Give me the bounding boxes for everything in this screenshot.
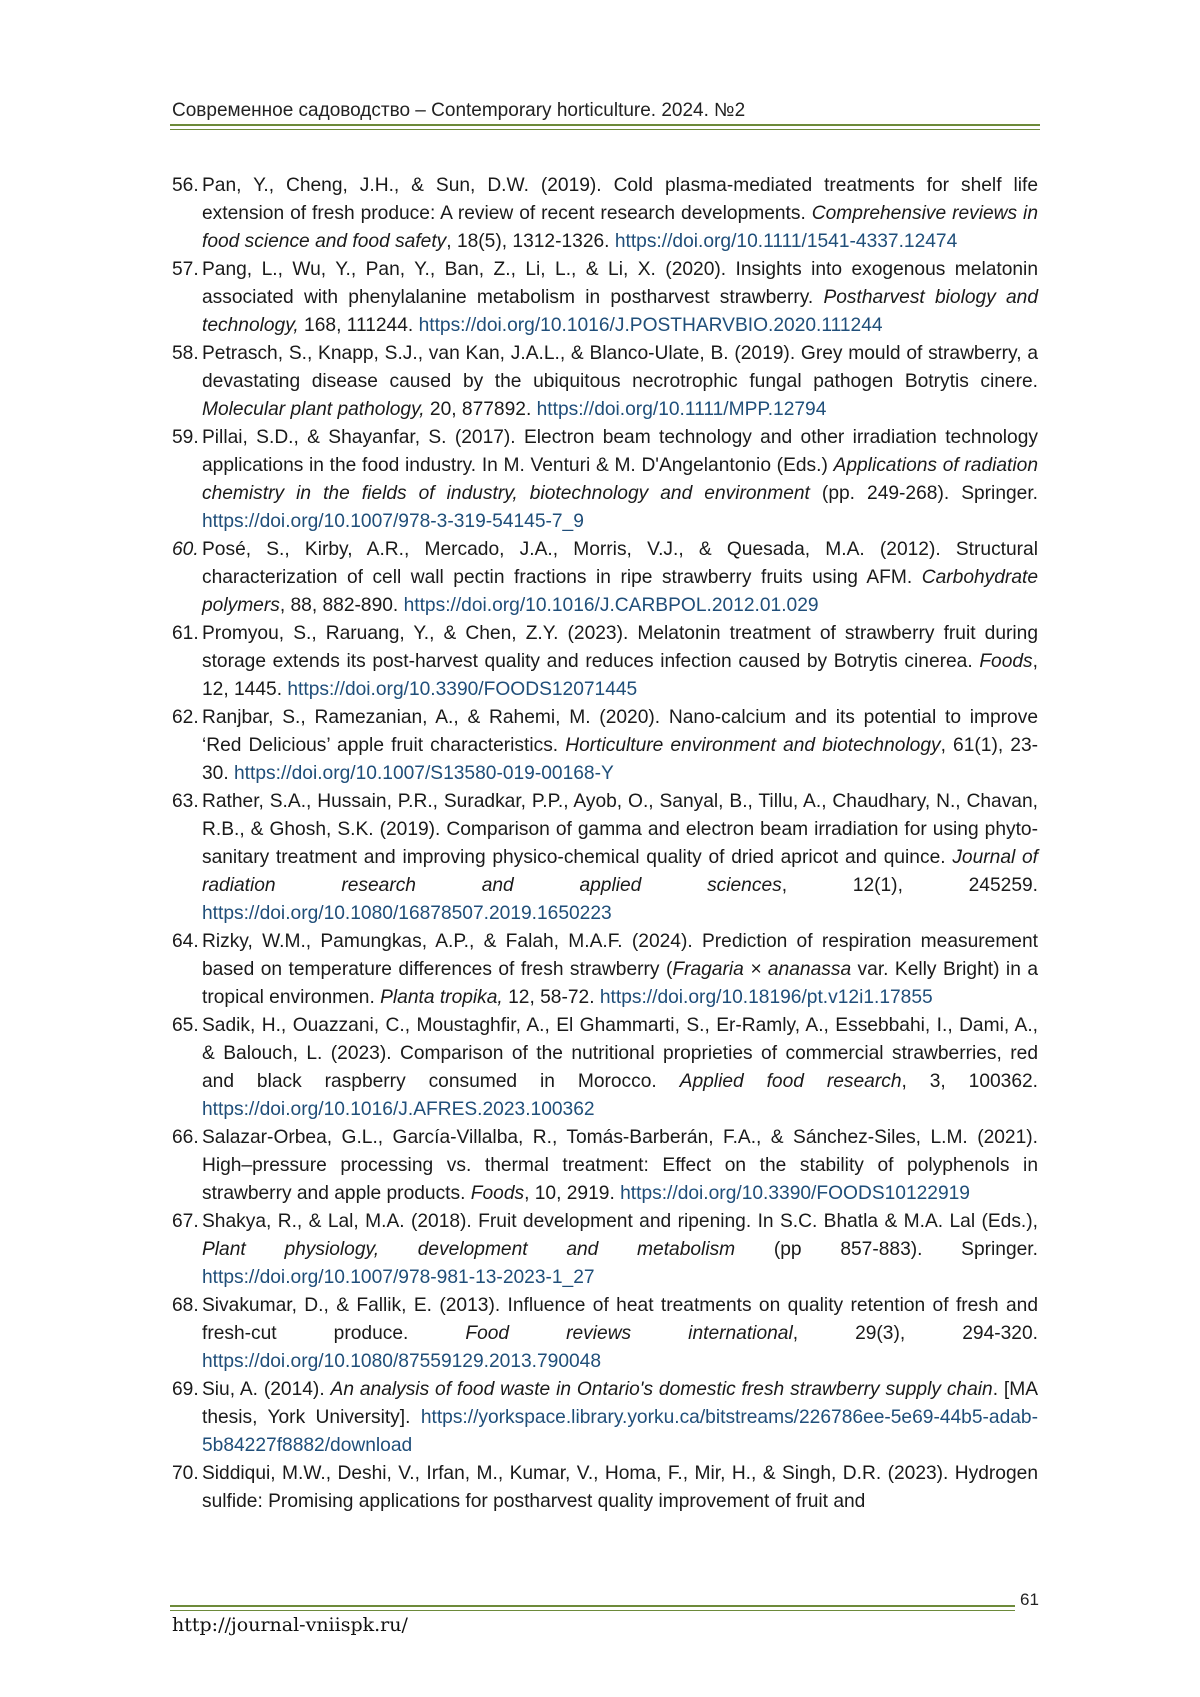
reference-journal: Foods [979, 651, 1033, 672]
reference-journal: An analysis of food waste in Ontario's domestic fresh strawberry supply chain [330, 1379, 993, 1400]
reference-text: Sadik, H., Ouazzani, C., Moustaghfir, A., El Ghammarti, S., Er-Ramly, A., Essebbahi, I., Dami, A., & Balouch, L. (2023). Comparison of the nutritional proprieties of commercial strawberries, red and black raspberry consumed in Morocco. [202, 1015, 1038, 1092]
reference-number: 62. [172, 707, 199, 728]
reference-item [172, 1208, 1038, 1292]
reference-number: 66. [172, 1127, 199, 1148]
reference-item [172, 620, 1038, 704]
reference-text: , 3, 100362. [901, 1071, 1039, 1092]
reference-number: 64. [172, 931, 199, 952]
reference-doi-link[interactable]: https://doi.org/10.1016/J.AFRES.2023.100362 [202, 1099, 595, 1120]
reference-text: Salazar-Orbea, G.L., García-Villalba, R., Tomás-Barberán, F.A., & Sánchez-Siles, L.M. (2021). High–pressure processing vs. thermal treatment: Effect on the stability of polyphenols in strawberry and apple products. [202, 1127, 1038, 1204]
reference-item [172, 1292, 1038, 1376]
reference-doi-link[interactable]: https://doi.org/10.3390/FOODS12071445 [287, 679, 638, 700]
footer-divider [170, 1605, 1015, 1611]
reference-text: 20, 877892. [424, 399, 537, 420]
reference-text: , 61(1), 23-30. [202, 735, 1038, 784]
reference-journal: Foods [470, 1183, 525, 1204]
reference-journal: Comprehensive reviews in food science and food safety [202, 203, 1038, 252]
reference-item [172, 1460, 1038, 1516]
reference-text: , 88, 882-890. [279, 595, 404, 616]
reference-text: Ranjbar, S., Ramezanian, A., & Rahemi, M. (2020). Nano-calcium and its potential to improve ‘Red Delicious’ apple fruit characteristics. [202, 707, 1038, 756]
reference-journal: Plant physiology, development and metabolism [202, 1239, 736, 1260]
reference-text: 12, 58-72. [502, 987, 600, 1008]
reference-item [172, 172, 1038, 256]
reference-text: Rather, S.A., Hussain, P.R., Suradkar, P.P., Ayob, O., Sanyal, B., Tillu, A., Chaudhary, N., Chavan, R.B., & Ghosh, S.K. (2019). Comparison of gamma and electron beam irradiation for using phyto-sanitary treatment and improving physico-chemical quality of dried apricot and quince. [202, 791, 1038, 868]
reference-text: Shakya, R., & Lal, M.A. (2018). Fruit development and ripening. In S.C. Bhatla & M.A. Lal (Eds.), [202, 1211, 1038, 1232]
reference-text: Posé, S., Kirby, A.R., Mercado, J.A., Morris, V.J., & Quesada, M.A. (2012). Structural characterization of cell wall pectin fractions in ripe strawberry fruits using AFM. [202, 539, 1038, 588]
reference-number: 68. [172, 1295, 199, 1316]
reference-text: Petrasch, S., Knapp, S.J., van Kan, J.A.L., & Blanco-Ulate, B. (2019). Grey mould of strawberry, a devastating disease caused by the ubiquitous necrotrophic fungal pathogen Botrytis cinere. [202, 343, 1038, 392]
reference-text: , 12, 1445. [202, 651, 1038, 700]
reference-journal: Molecular plant pathology, [202, 399, 425, 420]
reference-doi-link[interactable]: https://doi.org/10.1007/978-981-13-2023-1_27 [202, 1267, 595, 1288]
reference-text: , 10, 2919. [524, 1183, 621, 1204]
reference-item [172, 704, 1038, 788]
reference-item [172, 424, 1038, 536]
reference-journal: Journal of radiation research and applied sciences [202, 847, 1038, 896]
reference-number: 67. [172, 1211, 199, 1232]
reference-item [172, 256, 1038, 340]
reference-number: 70. [172, 1463, 199, 1484]
journal-header-title: Современное садоводство – Contemporary horticulture. 2024. №2 [172, 100, 746, 121]
reference-number: 69. [172, 1379, 199, 1400]
reference-journal: Fragaria × ananassa [672, 959, 852, 980]
reference-text: Pan, Y., Cheng, J.H., & Sun, D.W. (2019). Cold plasma-mediated treatments for shelf life extension of fresh produce: A review of recent research developments. [202, 175, 1038, 224]
reference-text: , 18(5), 1312-1326. [446, 231, 615, 252]
reference-doi-link[interactable]: https://doi.org/10.1016/J.CARBPOL.2012.01.029 [403, 595, 819, 616]
reference-text: Promyou, S., Raruang, Y., & Chen, Z.Y. (2023). Melatonin treatment of strawberry fruit during storage extends its post-harvest quality and reduces infection caused by Botrytis cinerea. [202, 623, 1038, 672]
reference-doi-link[interactable]: https://doi.org/10.3390/FOODS10122919 [620, 1183, 970, 1204]
reference-journal: Food reviews international [465, 1323, 793, 1344]
reference-text: Siddiqui, M.W., Deshi, V., Irfan, M., Kumar, V., Homa, F., Mir, H., & Singh, D.R. (2023). Hydrogen sulfide: Promising applications for postharvest quality improvement of fruit and [202, 1463, 1038, 1512]
reference-text: (pp. 249-268). Springer. [809, 483, 1038, 504]
reference-doi-link[interactable]: https://doi.org/10.1016/J.POSTHARVBIO.2020.111244 [418, 315, 883, 336]
reference-doi-link[interactable]: https://doi.org/10.1007/S13580-019-00168-Y [234, 763, 614, 784]
reference-number: 61. [172, 623, 199, 644]
reference-item [172, 788, 1038, 928]
reference-number: 57. [172, 259, 199, 280]
reference-number: 60. [172, 539, 199, 560]
reference-journal: Carbohydrate polymers [202, 567, 1038, 616]
reference-number: 63. [172, 791, 199, 812]
reference-text: 168, 111244. [298, 315, 419, 336]
reference-journal: Horticulture environment and biotechnology [565, 735, 941, 756]
reference-item [172, 1124, 1038, 1208]
reference-text: (pp 857-883). Springer. [735, 1239, 1038, 1260]
reference-journal: Applied food research [679, 1071, 902, 1092]
reference-text: , 12(1), 245259. [781, 875, 1038, 896]
reference-number: 65. [172, 1015, 199, 1036]
reference-doi-link[interactable]: https://yorkspace.library.yorku.ca/bitstreams/226786ee-5e69-44b5-adab-5b84227f8882/download [202, 1407, 1038, 1456]
reference-item [172, 1376, 1038, 1460]
reference-journal: Planta tropika, [380, 987, 503, 1008]
reference-doi-link[interactable]: https://doi.org/10.18196/pt.v12i1.17855 [599, 987, 933, 1008]
reference-doi-link[interactable]: https://doi.org/10.1080/16878507.2019.1650223 [202, 903, 612, 924]
reference-text: Pillai, S.D., & Shayanfar, S. (2017). Electron beam technology and other irradiation technology applications in the food industry. In M. Venturi & M. D'Angelantonio (Eds.) [202, 427, 1038, 476]
reference-journal: Applications of radiation chemistry in the fields of industry, biotechnology and environment [202, 455, 1038, 504]
reference-doi-link[interactable]: https://doi.org/10.1080/87559129.2013.790048 [202, 1351, 602, 1372]
reference-text: Siu, A. (2014). [202, 1379, 331, 1400]
header-divider [170, 124, 1040, 130]
reference-text: Pang, L., Wu, Y., Pan, Y., Ban, Z., Li, L., & Li, X. (2020). Insights into exogenous melatonin associated with phenylalanine metabolism in postharvest strawberry. [202, 259, 1038, 308]
reference-text: var. Kelly Bright) in a tropical environmen. [202, 959, 1038, 1008]
reference-list [172, 172, 1038, 1516]
reference-doi-link[interactable]: https://doi.org/10.1111/1541-4337.12474 [614, 231, 958, 252]
reference-item [172, 340, 1038, 424]
page-number: 61 [1020, 1590, 1039, 1609]
reference-doi-link[interactable]: https://doi.org/10.1007/978-3-319-54145-7_9 [202, 511, 584, 532]
reference-item [172, 928, 1038, 1012]
footer-url-link[interactable]: http://journal-vniispk.ru/ [172, 1614, 408, 1636]
reference-number: 58. [172, 343, 199, 364]
reference-item [172, 1012, 1038, 1124]
reference-text: . [MA thesis, York University]. [202, 1379, 1038, 1428]
reference-number: 59. [172, 427, 199, 448]
reference-text: Sivakumar, D., & Fallik, E. (2013). Influence of heat treatments on quality retention of fresh and fresh-cut produce. [202, 1295, 1038, 1344]
reference-doi-link[interactable]: https://doi.org/10.1111/MPP.12794 [536, 399, 827, 420]
reference-number: 56. [172, 175, 199, 196]
reference-text: , 29(3), 294-320. [792, 1323, 1038, 1344]
reference-journal: Postharvest biology and technology, [202, 287, 1039, 336]
reference-item [172, 536, 1038, 620]
reference-text: Rizky, W.M., Pamungkas, A.P., & Falah, M.A.F. (2024). Prediction of respiration measurement based on temperature differences of fresh strawberry ( [202, 931, 1038, 980]
